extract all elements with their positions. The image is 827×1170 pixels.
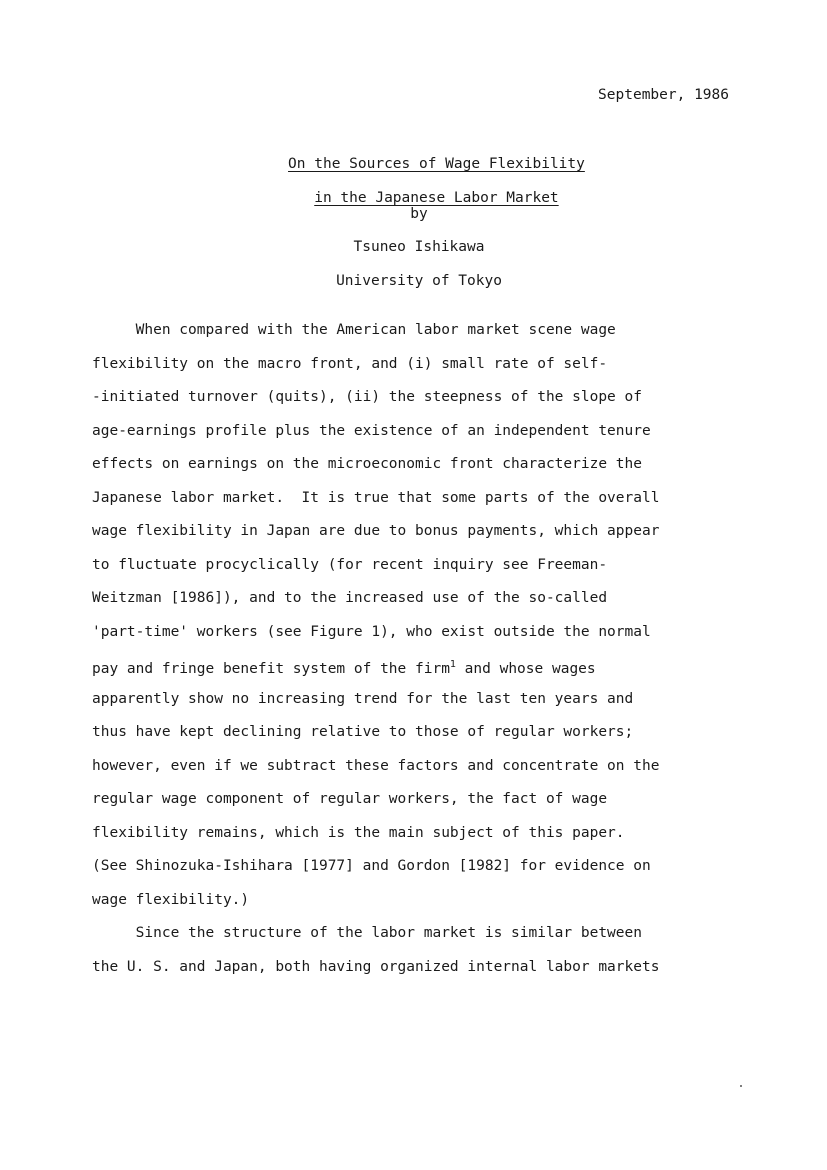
body-line-12: apparently show no increasing trend for the last ten years and: [92, 691, 634, 707]
author-affiliation: University of Tokyo: [336, 273, 502, 289]
body-line-11: [92, 656, 742, 678]
body-line-3: -initiated turnover (quits), (ii) the steepness of the slope of: [92, 389, 642, 405]
body-line-7: wage flexibility in Japan are due to bonus payments, which appear: [92, 523, 660, 539]
footnote-marker: 1: [449, 659, 456, 670]
body-line-4: age-earnings profile plus the existence of an independent tenure: [92, 423, 651, 439]
body-line-10: 'part-time' workers (see Figure 1), who exist outside the normal: [92, 624, 651, 640]
body-line-9: Weitzman [1986]), and to the increased use of the so-called: [92, 590, 608, 606]
byline-by: by: [410, 206, 428, 222]
body-line-5: effects on earnings on the microeconomic front characterize the: [92, 456, 642, 472]
body-line-2: flexibility on the macro front, and (i) small rate of self-: [92, 356, 608, 372]
body-line-15: regular wage component of regular workers, the fact of wage: [92, 791, 608, 807]
scan-speck: [740, 1085, 742, 1087]
body-line-20: the U. S. and Japan, both having organized internal labor markets: [92, 959, 660, 975]
body-line-19: Since the structure of the labor market is similar between: [92, 925, 642, 941]
body-line-11-text: pay and fringe benefit system of the firm: [92, 660, 450, 677]
body-line-1: When compared with the American labor market scene wage: [92, 322, 616, 338]
paper-title-text-1: On the Sources of Wage Flexibility: [288, 156, 585, 172]
body-line-18: wage flexibility.): [92, 892, 250, 908]
body-line-16: flexibility remains, which is the main subject of this paper.: [92, 825, 625, 841]
body-line-8: to fluctuate procyclically (for recent inquiry see Freeman-: [92, 557, 608, 573]
body-line-14: however, even if we subtract these factors and concentrate on the: [92, 758, 660, 774]
body-line-13: thus have kept declining relative to those of regular workers;: [92, 724, 634, 740]
paper-title-text-2: in the Japanese Labor Market: [314, 190, 559, 206]
document-date: September, 1986: [598, 87, 729, 103]
body-line-17: (See Shinozuka-Ishihara [1977] and Gordon [1982] for evidence on: [92, 858, 651, 874]
body-line-11-tail: and whose wages: [455, 660, 596, 677]
author-name: Tsuneo Ishikawa: [353, 239, 485, 255]
body-line-6: Japanese labor market. It is true that some parts of the overall: [92, 490, 660, 506]
